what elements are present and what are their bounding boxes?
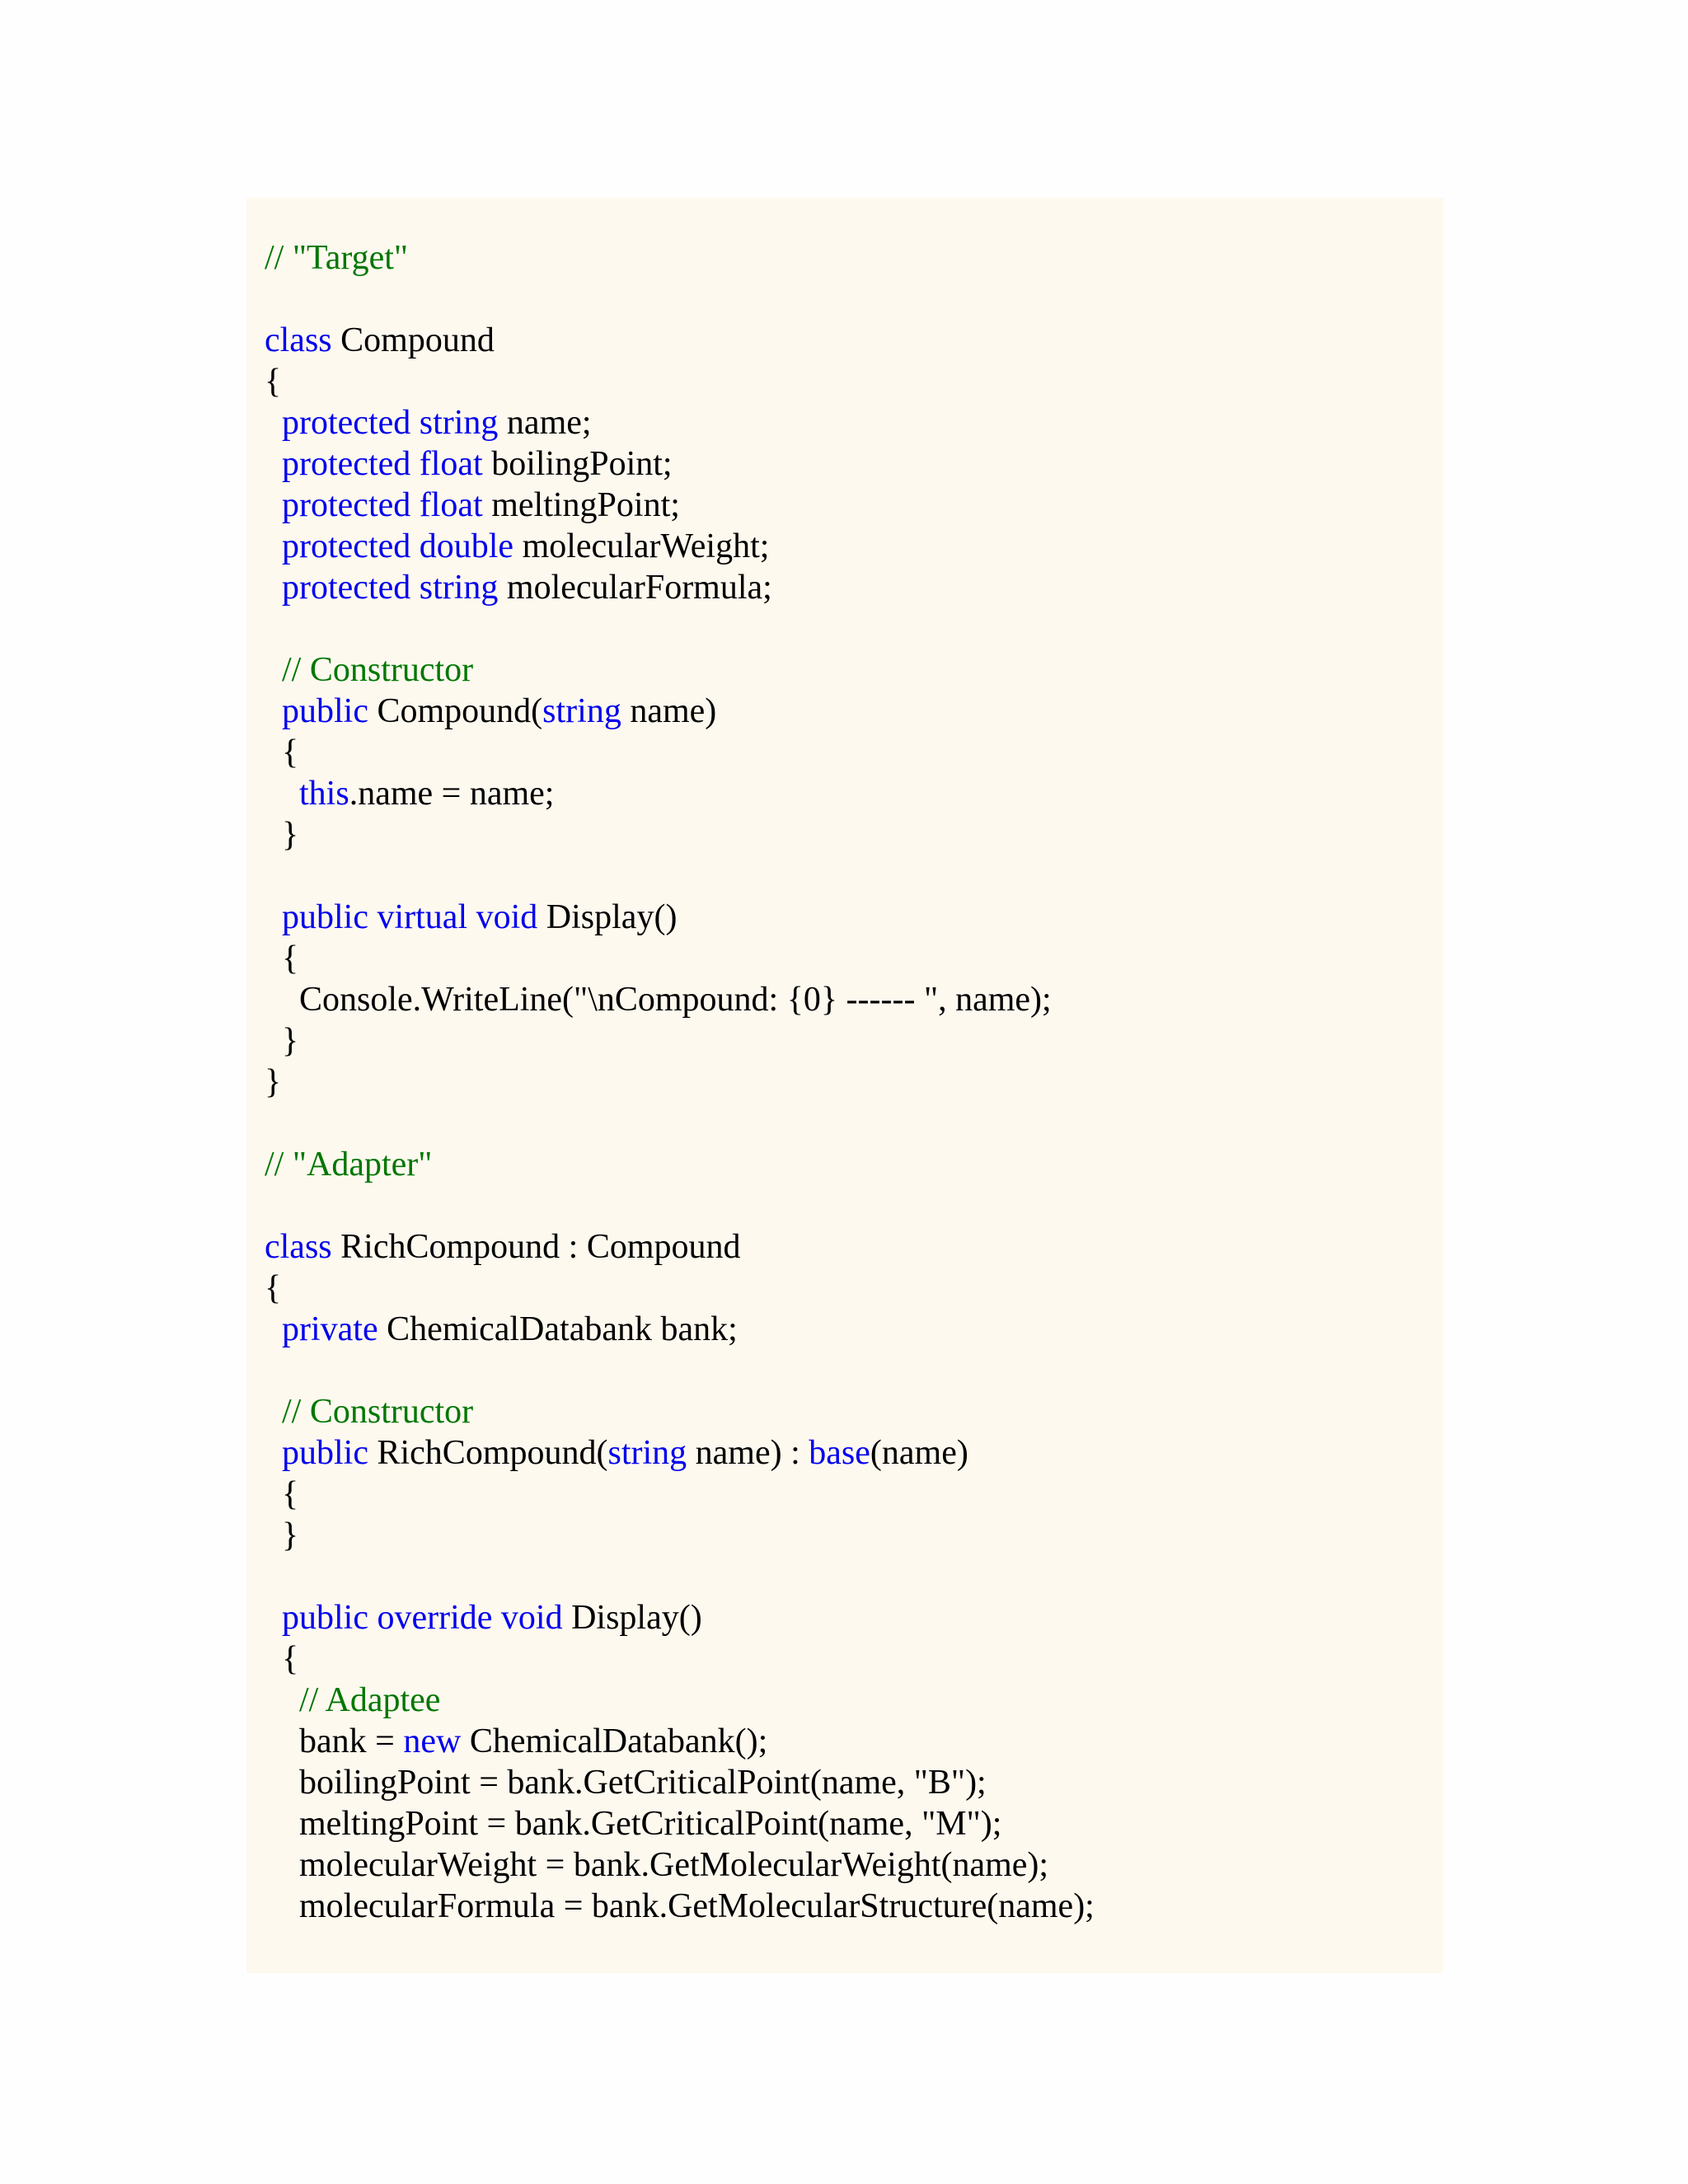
- code-line: [265, 649, 1095, 691]
- code-line: [265, 1226, 1095, 1268]
- code-line: [265, 402, 1095, 443]
- code-line: [265, 1185, 1095, 1226]
- code-line: [265, 485, 1095, 526]
- code-text: }: [265, 1516, 299, 1554]
- code-keyword: class: [265, 1228, 332, 1266]
- code-text: molecularWeight = bank.GetMolecularWeight(name);: [265, 1846, 1049, 1884]
- code-text: [265, 445, 282, 483]
- code-line: [265, 1886, 1095, 1927]
- code-text: bank =: [265, 1722, 404, 1760]
- code-text: Display(): [562, 1599, 702, 1637]
- code-line: [265, 1597, 1095, 1638]
- code-text: [265, 1681, 299, 1719]
- code-line: [265, 691, 1095, 732]
- code-keyword: protected string: [282, 404, 499, 442]
- code-line: [265, 320, 1095, 361]
- code-text: Compound(: [368, 692, 543, 730]
- code-line: [265, 1556, 1095, 1597]
- code-keyword: protected double: [282, 527, 514, 565]
- code-keyword: protected float: [282, 486, 483, 524]
- code-line: [265, 938, 1095, 979]
- code-line: [265, 1638, 1095, 1680]
- code-text: [265, 1599, 282, 1637]
- code-line: [265, 732, 1095, 773]
- code-keyword: string: [542, 692, 621, 730]
- code-line: [265, 1144, 1095, 1185]
- code-text: [265, 1310, 282, 1348]
- code-text: {: [265, 940, 299, 977]
- code-text: molecularFormula = bank.GetMolecularStructure(name);: [265, 1887, 1095, 1925]
- code-keyword: this: [299, 775, 349, 813]
- code-text: {: [265, 363, 282, 401]
- code-text: name): [621, 692, 717, 730]
- code-text: boilingPoint;: [482, 445, 673, 483]
- code-line: [265, 1844, 1095, 1886]
- code-text: RichCompound : Compound: [331, 1228, 741, 1266]
- code-line: [265, 1309, 1095, 1350]
- code-text: [265, 404, 282, 442]
- code-text: }: [265, 1022, 299, 1060]
- code-keyword: protected float: [282, 445, 483, 483]
- code-panel: [246, 198, 1443, 1973]
- code-line: [265, 1515, 1095, 1556]
- code-text: molecularWeight;: [513, 527, 770, 565]
- code-line: [265, 814, 1095, 855]
- code-keyword: public virtual void: [282, 898, 538, 936]
- code-text: Compound: [331, 321, 495, 359]
- code-line: [265, 1268, 1095, 1309]
- code-comment: // Adaptee: [299, 1681, 441, 1719]
- code-text: (name): [870, 1434, 968, 1472]
- code-text: }: [265, 1063, 282, 1101]
- code-line: [265, 979, 1095, 1020]
- code-text: {: [265, 1475, 299, 1513]
- code-comment: // Constructor: [282, 1393, 474, 1431]
- code-keyword: private: [282, 1310, 378, 1348]
- code-text: {: [265, 1640, 299, 1678]
- code-text: ChemicalDatabank();: [461, 1722, 768, 1760]
- code-text: [265, 692, 282, 730]
- code-text: .name = name;: [349, 775, 555, 813]
- code-text: molecularFormula;: [498, 569, 772, 607]
- code-text: Console.WriteLine("\nCompound: {0} ------ ", name);: [265, 981, 1052, 1019]
- code-text: [265, 1393, 282, 1431]
- code-text: {: [265, 733, 299, 771]
- code-line: [265, 608, 1095, 649]
- code-line: [265, 443, 1095, 485]
- code-keyword: public: [282, 692, 368, 730]
- code-line: [265, 1062, 1095, 1103]
- code-text: Display(): [537, 898, 678, 936]
- code-line: [265, 1391, 1095, 1432]
- code-line: [265, 1103, 1095, 1144]
- code-text: [265, 527, 282, 565]
- code-text: }: [265, 816, 299, 854]
- code-line: [265, 361, 1095, 402]
- code-text: meltingPoint;: [482, 486, 680, 524]
- code-text: [265, 651, 282, 689]
- code-line: [265, 237, 1095, 279]
- code-line: [265, 1350, 1095, 1391]
- code-line: [265, 279, 1095, 320]
- code-line: [265, 897, 1095, 938]
- code-text: {: [265, 1269, 282, 1307]
- code-keyword: public override void: [282, 1599, 563, 1637]
- code-keyword: new: [403, 1722, 462, 1760]
- code-line: [265, 526, 1095, 567]
- code-line: [265, 567, 1095, 608]
- code-text: meltingPoint = bank.GetCriticalPoint(name, "M");: [265, 1805, 1002, 1843]
- code-text: boilingPoint = bank.GetCriticalPoint(name, "B");: [265, 1764, 987, 1802]
- code-text: name) :: [687, 1434, 809, 1472]
- code-keyword: protected string: [282, 569, 499, 607]
- code-line: [265, 1474, 1095, 1515]
- code-line: [265, 1432, 1095, 1474]
- code-text: [265, 775, 299, 813]
- code-text: [265, 1434, 282, 1472]
- code-keyword: base: [809, 1434, 870, 1472]
- code-text: [265, 898, 282, 936]
- code-comment: // Constructor: [282, 651, 474, 689]
- code-text: name;: [498, 404, 592, 442]
- code-listing: [265, 237, 1095, 1927]
- code-text: [265, 486, 282, 524]
- code-line: [265, 1762, 1095, 1803]
- code-text: ChemicalDatabank bank;: [377, 1310, 738, 1348]
- code-line: [265, 1803, 1095, 1844]
- code-line: [265, 1721, 1095, 1762]
- code-line: [265, 1020, 1095, 1062]
- code-line: [265, 1680, 1095, 1721]
- code-keyword: public: [282, 1434, 368, 1472]
- code-line: [265, 773, 1095, 814]
- code-keyword: string: [607, 1434, 687, 1472]
- code-comment: // "Target": [265, 239, 409, 277]
- code-text: [265, 569, 282, 607]
- code-comment: // "Adapter": [265, 1146, 433, 1183]
- code-text: RichCompound(: [368, 1434, 608, 1472]
- code-keyword: class: [265, 321, 332, 359]
- code-line: [265, 855, 1095, 897]
